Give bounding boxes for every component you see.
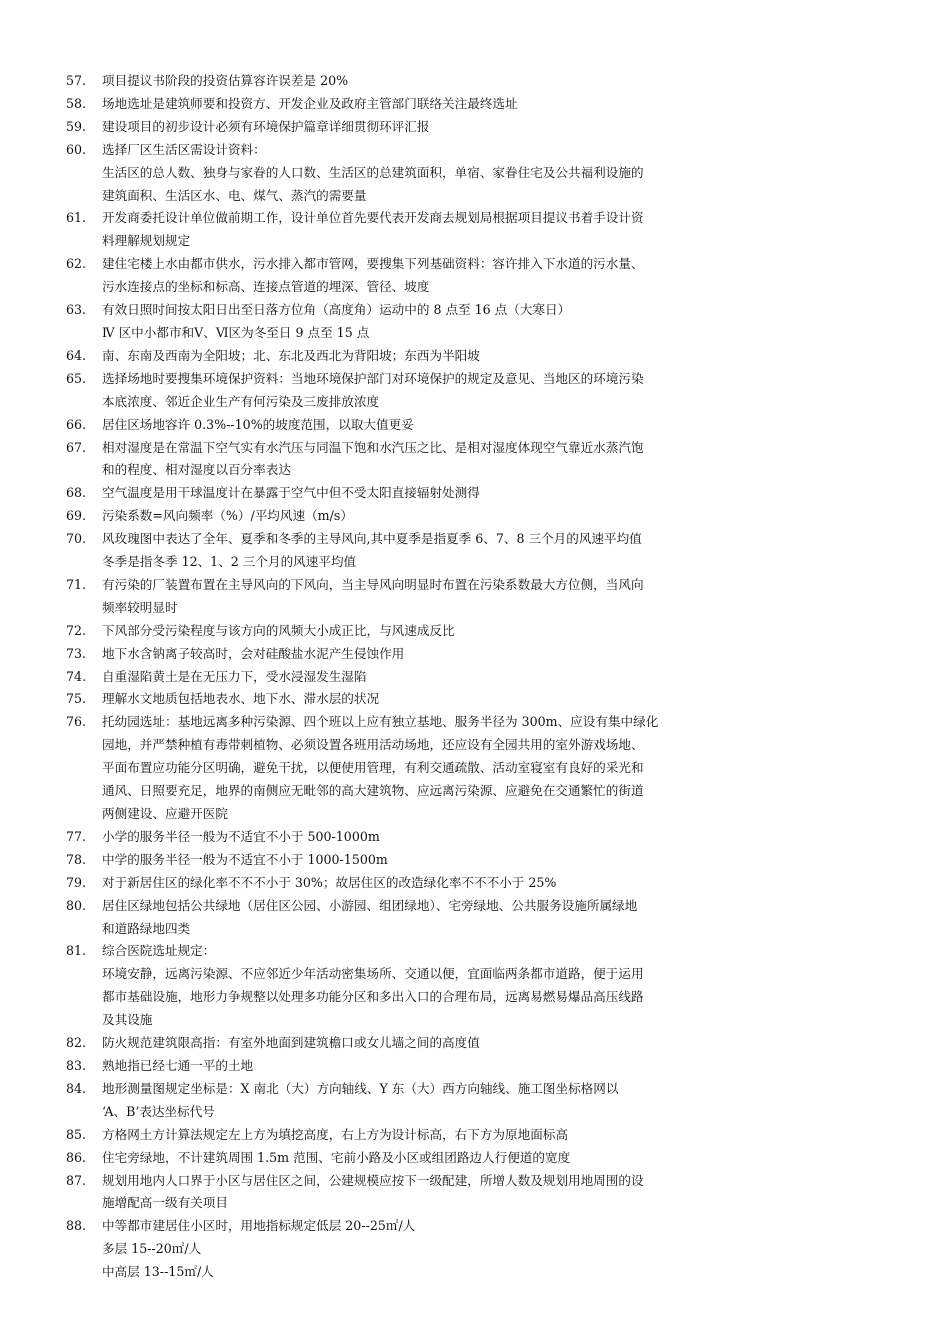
item-number: 57.: [66, 73, 87, 88]
item-text: [102, 1078, 736, 1124]
list-item: [66, 574, 736, 620]
text-line: 选择厂区生活区需设计资料：: [102, 141, 266, 157]
text-line: 频率较明显时: [102, 599, 178, 615]
text-line: 污染系数=风向频率（%）/平均风速（m/s）: [102, 508, 353, 524]
item-text: [102, 895, 736, 941]
list-item: [66, 528, 736, 574]
text-line: 防火规范建筑限高指：有室外地面到建筑檐口或女儿墙之间的高度值: [102, 1035, 480, 1051]
item-text: [102, 849, 736, 872]
text-line: ‘A、B’表达坐标代号: [102, 1103, 215, 1119]
item-number: 64.: [66, 347, 87, 363]
item-number: 72.: [66, 622, 87, 638]
list-item: [66, 253, 736, 299]
item-number: 79.: [66, 874, 87, 890]
text-line: 规划用地内人口界于小区与居住区之间，公建规模应按下一级配建，所增人数及规划用地周围的设: [102, 1172, 644, 1188]
item-number: 61.: [66, 210, 87, 226]
list-item: [66, 345, 736, 368]
item-text: [102, 1055, 736, 1078]
list-item: [66, 139, 736, 208]
item-number: 76.: [66, 714, 87, 730]
document-page: [66, 70, 736, 1284]
item-text: [102, 93, 736, 116]
text-line: 及其设施: [102, 1012, 153, 1028]
item-text: [102, 872, 736, 895]
text-line: 建设项目的初步设计必须有环境保护篇章详细贯彻环评汇报: [102, 118, 430, 134]
text-line: 中学的服务半径一般为不适宜不小于 1000-1500m: [102, 851, 388, 867]
text-line: 综合医院选址规定：: [102, 943, 216, 959]
list-item: [66, 482, 736, 505]
text-line: 通风、日照要充足，地界的南侧应无毗邻的高大建筑物、应远离污染源、应避免在交通繁忙的街道: [102, 783, 644, 799]
list-item: [66, 414, 736, 437]
item-number: 77.: [66, 828, 87, 844]
list-item: [66, 93, 736, 116]
text-line: 下风部分受污染程度与该方向的风频大小成正比，与风速成反比: [102, 622, 455, 638]
item-text: [102, 116, 736, 139]
text-line: 方格网土方计算法规定左上方为填挖高度，右上方为设计标高，右下方为原地面标高: [102, 1126, 568, 1142]
text-line: Ⅳ 区中小都市和Ⅴ、Ⅵ区为冬至日 9 点至 15 点: [102, 324, 370, 340]
item-text: [102, 207, 736, 253]
list-item: [66, 1078, 736, 1124]
list-item: [66, 688, 736, 711]
list-item: [66, 849, 736, 872]
list-item: [66, 1032, 736, 1055]
text-line: 有污染的厂装置布置在主导风向的下风向，当主导风向明显时布置在污染系数最大方位侧，当风向: [102, 576, 644, 592]
item-number: 81.: [66, 943, 87, 959]
list-item: [66, 299, 736, 345]
item-number: 86.: [66, 1149, 87, 1165]
text-line: 地下水含钠离子较高时，会对硅酸盐水泥产生侵蚀作用: [102, 645, 405, 661]
list-item: [66, 207, 736, 253]
item-number: 70.: [66, 531, 87, 547]
text-line: 和的程度、相对湿度以百分率表达: [102, 462, 291, 478]
item-text: [102, 482, 736, 505]
item-text: [102, 528, 736, 574]
item-text: [102, 437, 736, 483]
list-item: [66, 826, 736, 849]
list-item: [66, 666, 736, 689]
item-number: 65.: [66, 370, 87, 386]
text-line: 居住区绿地包括公共绿地（居住区公园、小游园、组团绿地）、宅旁绿地、公共服务设施所属绿地: [102, 897, 638, 913]
text-line: 料理解规划规定: [102, 233, 191, 249]
text-line: 选择场地时要搜集环境保护资料：当地环境保护部门对环境保护的规定及意见、当地区的环境污染: [102, 370, 644, 386]
list-item: [66, 1215, 736, 1284]
text-line: 场地选址是建筑师要和投资方、开发企业及政府主管部门联络关注最终选址: [102, 95, 518, 111]
text-line: 园地，并严禁种植有毒带刺植物、必须设置各班用活动场地，还应设有全园共用的室外游戏场地、: [102, 737, 644, 753]
list-item: [66, 620, 736, 643]
text-line: 中高层 13--15㎡/人: [102, 1264, 214, 1280]
item-number: 73.: [66, 645, 87, 661]
item-text: [102, 711, 736, 826]
list-item: [66, 116, 736, 139]
item-text: [102, 139, 736, 208]
list-item: [66, 368, 736, 414]
text-line: 污水连接点的坐标和标高、连接点管道的埋深、管径、坡度: [102, 279, 430, 295]
item-number: 78.: [66, 851, 87, 867]
text-line: 中等都市建居住小区时，用地指标规定低层 20--25㎡/人: [102, 1218, 416, 1234]
text-line: 有效日照时间按太阳日出至日落方位角（高度角）运动中的 8 点至 16 点（大寒日）: [102, 302, 571, 318]
text-line: 熟地指已经七通一平的土地: [102, 1057, 254, 1073]
item-text: [102, 70, 736, 93]
text-line: 居住区场地容许 0.3%--10%的坡度范围，以取大值更妥: [102, 416, 414, 432]
text-line: 相对湿度是在常温下空气实有水汽压与同温下饱和水汽压之比、是相对湿度体现空气靠近水蒸汽饱: [102, 439, 644, 455]
text-line: 住宅旁绿地，不计建筑周围 1.5m 范围、宅前小路及小区或组团路边人行便道的宽度: [102, 1149, 571, 1165]
item-text: [102, 1147, 736, 1170]
list-item: [66, 437, 736, 483]
item-text: [102, 505, 736, 528]
item-number: 66.: [66, 416, 87, 432]
list-item: [66, 895, 736, 941]
list-item: [66, 70, 736, 93]
list-item: [66, 1170, 736, 1216]
list-item: [66, 505, 736, 528]
list-item: [66, 940, 736, 1032]
item-text: [102, 1032, 736, 1055]
text-line: 项目提议书阶段的投资估算容许误差是 20%: [102, 73, 349, 88]
text-line: 小学的服务半径一般为不适宜不小于 500-1000m: [102, 828, 380, 844]
text-line: 地形测量图规定坐标是：X 南北（大）方向轴线、Y 东（大）西方向轴线、施工图坐标格网以: [102, 1080, 619, 1096]
list-item: [66, 1055, 736, 1078]
item-number: 71.: [66, 576, 87, 592]
text-line: 空气温度是用干球温度计在暴露于空气中但不受太阳直接辐射处测得: [102, 485, 480, 501]
list-item: [66, 1147, 736, 1170]
list-item: [66, 643, 736, 666]
text-line: 环境安静，远离污染源、不应邻近少年活动密集场所、交通以便，宜面临两条都市道路，便于运用: [102, 966, 644, 982]
item-number: 88.: [66, 1218, 87, 1234]
item-text: [102, 940, 736, 1032]
text-line: 建筑面积、生活区水、电、煤气、蒸汽的需要量: [102, 187, 367, 203]
text-line: 建住宅楼上水由都市供水，污水排入都市管网，要搜集下列基础资料：容许排入下水道的污水量、: [102, 256, 644, 272]
item-number: 62.: [66, 256, 87, 272]
item-text: [102, 643, 736, 666]
item-text: [102, 1215, 736, 1284]
item-number: 69.: [66, 508, 87, 524]
item-text: [102, 826, 736, 849]
text-line: 和道路绿地四类: [102, 920, 191, 936]
text-line: 风玫瑰图中表达了全年、夏季和冬季的主导风向,其中夏季是指夏季 6、7、8 三个月的风速平均值: [102, 531, 642, 547]
text-line: 平面布置应功能分区明确，避免干扰，以便使用管理，有利交通疏散、活动室寝室有良好的采光和: [102, 760, 644, 776]
item-text: [102, 1170, 736, 1216]
item-number: 60.: [66, 141, 87, 157]
item-number: 85.: [66, 1126, 87, 1142]
item-number: 87.: [66, 1172, 87, 1188]
text-line: 开发商委托设计单位做前期工作，设计单位首先要代表开发商去规划局根据项目提议书着手设计资: [102, 210, 644, 226]
item-text: [102, 345, 736, 368]
item-number: 68.: [66, 485, 87, 501]
text-line: 自重湿陷黄土是在无压力下，受水浸湿发生湿陷: [102, 668, 367, 684]
item-number: 59.: [66, 118, 87, 134]
list-item: [66, 711, 736, 826]
item-text: [102, 620, 736, 643]
list-item: [66, 1124, 736, 1147]
item-text: [102, 414, 736, 437]
item-text: [102, 688, 736, 711]
text-line: 都市基础设施，地形力争规整以处理多功能分区和多出入口的合理布局，远离易燃易爆品高压线路: [102, 989, 644, 1005]
item-number: 67.: [66, 439, 87, 455]
item-number: 74.: [66, 668, 87, 684]
text-line: 生活区的总人数、独身与家眷的人口数、生活区的总建筑面积，单宿、家眷住宅及公共福利设施的: [102, 164, 644, 180]
item-number: 83.: [66, 1057, 87, 1073]
item-text: [102, 253, 736, 299]
item-number: 58.: [66, 95, 87, 111]
item-number: 82.: [66, 1035, 87, 1051]
item-text: [102, 666, 736, 689]
text-line: 冬季是指冬季 12、1、2 三个月的风速平均值: [102, 554, 357, 570]
item-text: [102, 1124, 736, 1147]
text-line: 两侧建设、应避开医院: [102, 806, 228, 821]
text-line: 施增配高一级有关项目: [102, 1195, 228, 1211]
item-number: 63.: [66, 302, 87, 318]
text-line: 理解水文地质包括地表水、地下水、滞水层的状况: [102, 691, 380, 707]
item-number: 75.: [66, 691, 87, 707]
text-line: 本底浓度、邻近企业生产有何污染及三废排放浓度: [102, 393, 380, 409]
text-line: 南、东南及西南为全阳坡；北、东北及西北为背阳坡；东西为半阳坡: [102, 347, 480, 363]
text-line: 托幼园选址：基地远离多种污染源、四个班以上应有独立基地、服务半径为 300m、应设有集中绿化: [102, 714, 659, 730]
text-line: 对于新居住区的绿化率不不不小于 30%；故居住区的改造绿化率不不不小于 25%: [102, 874, 557, 890]
text-line: 多层 15--20㎡/人: [102, 1241, 202, 1257]
item-number: 84.: [66, 1080, 87, 1096]
item-number: 80.: [66, 897, 87, 913]
item-text: [102, 574, 736, 620]
item-text: [102, 368, 736, 414]
item-text: [102, 299, 736, 345]
list-item: [66, 872, 736, 895]
